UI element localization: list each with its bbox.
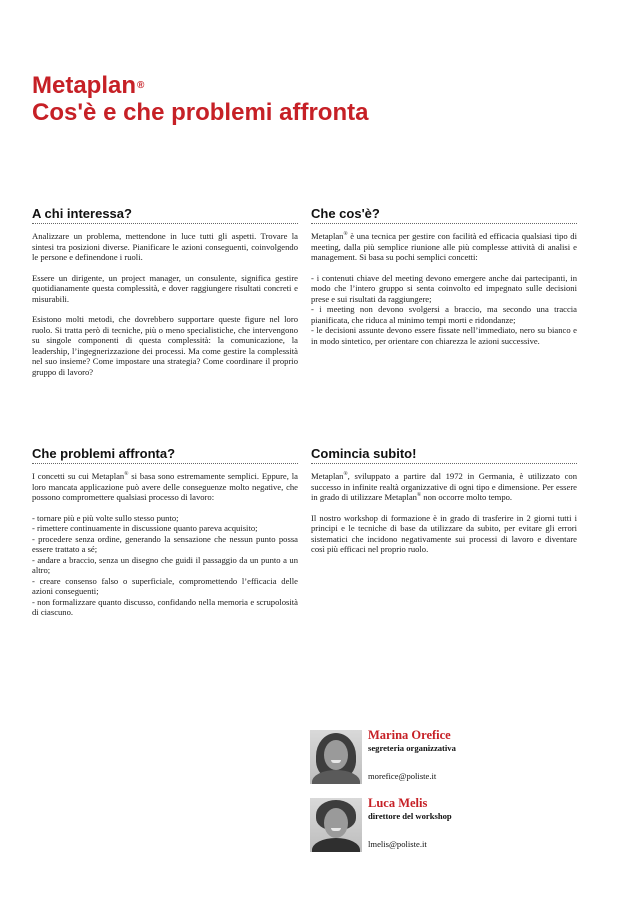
bullet-list [311, 273, 577, 347]
section-heading: A chi interessa? [32, 206, 298, 224]
title-subtitle: Cos'è e che problemi affronta [32, 99, 369, 126]
bullet-item: - tornare più e più volte sullo stesso punto; [32, 512, 179, 523]
bullet-item: - creare consenso falso o superficiale, compromettendo l’efficacia delle azioni conseguenti; [32, 575, 298, 596]
paragraph: Essere un dirigente, un project manager, un consulente, significa gestire quotidianamente questa complessità, e dover raggiungere risultati concreti e misurabili. [32, 272, 298, 304]
section-comincia-subito [311, 446, 577, 565]
page-title [32, 72, 368, 126]
section-heading: Comincia subito! [311, 446, 577, 464]
section-heading: Che cos'è? [311, 206, 577, 224]
contact-email[interactable]: morefice@poliste.it [368, 771, 437, 781]
contact-role: direttore del workshop [368, 811, 452, 821]
section-body [32, 471, 298, 618]
section-che-cose [311, 206, 577, 346]
contact-name: Luca Melis [368, 796, 428, 810]
section-body [32, 231, 298, 377]
section-body [311, 231, 577, 346]
registered-mark: ® [137, 80, 145, 91]
section-a-chi-interessa [32, 206, 298, 387]
bullet-item: - rimettere continuamente in discussione quanto pareva acquisito; [32, 523, 258, 533]
bullet-item: - procedere senza ordine, generando la sensazione che nessun punto possa essere trattato a sé; [32, 533, 298, 554]
bullet-item: - non formalizzare quanto discusso, confidando nella memoria e scrupolosità di ciascuno. [32, 596, 298, 617]
paragraph: Metaplan®, sviluppato a partire dal 1972 in Germania, è utilizzato con successo in infinite realtà organizzative di ogni tipo e dimensione. Per essere in grado di utilizzare Metaplan® non occorre molto tempo. [311, 471, 577, 502]
bullet-item: - i meeting non devono svolgersi a braccio, ma secondo una traccia pianificata, che riduca al minimo tempi morti e ridondanze; [311, 304, 577, 325]
paragraph: Metaplan® è una tecnica per gestire con facilità ed efficacia qualsiasi tipo di meeting, dalla più semplice riunione alle più complesse attività di analisi e management. Si basa su pochi semplici concetti: [311, 231, 577, 262]
title-brand: Metaplan [32, 72, 137, 99]
bullet-item: - le decisioni assunte devono essere fissate nell’immediato, nero su bianco e in modo sintetico, per orientare con chiarezza le azioni successive. [311, 325, 577, 346]
avatar [310, 798, 362, 852]
bullet-list [32, 513, 298, 618]
contact-card [310, 728, 590, 798]
paragraph: Esistono molti metodi, che dovrebbero supportare queste figure nel loro ruolo. Si tratta però di tecniche, più o meno specialistiche, che intervengono su singole componenti di questa complessità: la comunicazione, la leadership, l’ingegnerizzazione dei processi. Ma come gestire la complessità nel suo insieme? Come impostare una strategia? Come coordinare il proprio gruppo di lavoro? [32, 314, 298, 377]
paragraph: I concetti su cui Metaplan® si basa sono estremamente semplici. Eppure, la loro mancata applicazione può avere delle conseguenze molto negative, che possono compromettere qualsiasi processo di lavoro: [32, 471, 298, 502]
contact-name: Marina Orefice [368, 728, 451, 742]
contact-role: segreteria organizzativa [368, 743, 456, 753]
bullet-item: - andare a braccio, senza un disegno che guidi il passaggio da un punto a un altro; [32, 554, 298, 575]
section-body [311, 471, 577, 555]
contact-email[interactable]: lmelis@poliste.it [368, 839, 427, 849]
bullet-item: - i contenuti chiave del meeting devono emergere anche dai partecipanti, in modo che l’intero gruppo si senta coinvolto ed impegnato sulle decisioni prese e sui risultati da raggiungere; [311, 272, 577, 304]
paragraph: Il nostro workshop di formazione è in grado di trasferire in 2 giorni tutti i principi e le tecniche di base da utilizzare da subito, per evitare gli errori sistematici che incidono negativamente sui processi di lavoro e diventare così più efficaci nel proprio ruolo. [311, 512, 577, 554]
section-che-problemi [32, 446, 298, 618]
contact-card [310, 796, 590, 866]
avatar [310, 730, 362, 784]
section-heading: Che problemi affronta? [32, 446, 298, 464]
paragraph: Analizzare un problema, mettendone in luce tutti gli aspetti. Trovare la sintesi tra posizioni diverse. Pianificare le azioni conseguenti, coinvolgendo le persone e definendone i ruoli. [32, 231, 298, 262]
